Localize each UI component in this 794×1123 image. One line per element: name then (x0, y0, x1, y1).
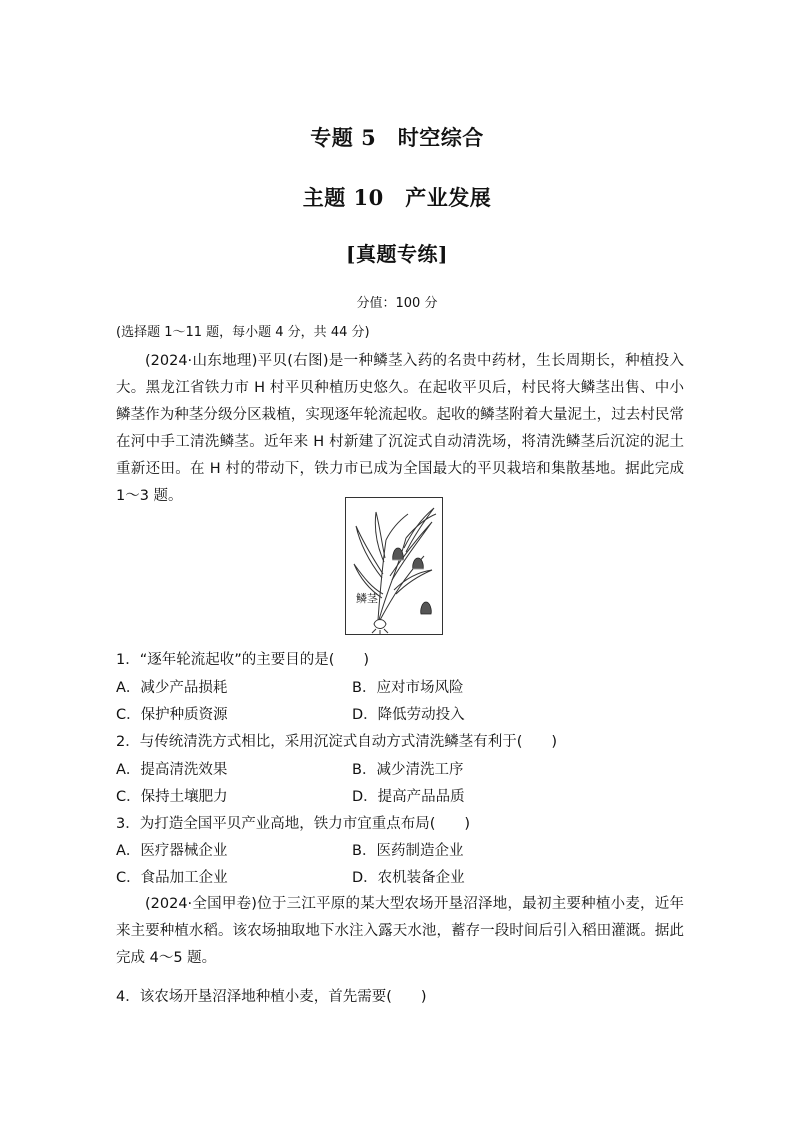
question-2-stem: 2．与传统清洗方式相比，采用沉淀式自动方式清洗鳞茎有利于( ) (116, 734, 558, 750)
bulb-label: 鳞茎 (356, 592, 378, 605)
question-1-option-d[interactable]: D．降低劳动投入 (352, 707, 465, 723)
topic-title: 专题 5 时空综合 (310, 125, 484, 150)
fritillaria-plant-icon (346, 498, 442, 634)
question-1-option-a[interactable]: A．减少产品损耗 (116, 680, 228, 696)
question-2-option-d[interactable]: D．提高产品品质 (352, 789, 465, 805)
question-2-option-a[interactable]: A．提高清洗效果 (116, 762, 228, 778)
question-1-option-b[interactable]: B．应对市场风险 (352, 680, 464, 696)
passage-1: (2024·山东地理)平贝(右图)是一种鳞茎入药的名贵中药材，生长周期长，种植投入大。黑龙江省铁力市 H 村平贝种植历史悠久。在起收平贝后，村民将大鳞茎出售、中小鳞茎作为种茎分级分区栽植，实现逐年轮流起收。起收的鳞茎附着大量泥土，过去村民常在河中手工清洗鳞茎。近年来 H 村新建了沉淀式自动清洗场，将清洗鳞茎后沉淀的泥土重新还田。在 H 村的带动下，铁力市已成为全国最大的平贝栽培和集散基地。据此完成 1～3 题。 (116, 353, 684, 504)
question-1-option-c[interactable]: C．保护种质资源 (116, 707, 228, 723)
question-4-stem: 4．该农场开垦沼泽地种植小麦，首先需要( ) (116, 989, 427, 1005)
section-title: [真题专练] (346, 242, 448, 266)
question-2-option-c[interactable]: C．保持土壤肥力 (116, 789, 228, 805)
question-3-option-b[interactable]: B．医药制造企业 (352, 843, 464, 859)
passage-2: (2024·全国甲卷)位于三江平原的某大型农场开垦沼泽地，最初主要种植小麦，近年来主要种植水稻。该农场抽取地下水注入露天水池，蓄存一段时间后引入稻田灌溉。据此完成 4～5 题。 (116, 896, 684, 966)
score-line: 分值：100 分 (356, 296, 438, 311)
question-3-option-c[interactable]: C．食品加工企业 (116, 870, 228, 886)
theme-title: 主题 10 产业发展 (302, 185, 492, 210)
question-3-option-a[interactable]: A．医疗器械企业 (116, 843, 228, 859)
instruction-note: (选择题 1～11 题，每小题 4 分，共 44 分) (116, 325, 370, 340)
question-2-option-b[interactable]: B．减少清洗工序 (352, 762, 464, 778)
question-3-option-d[interactable]: D．农机装备企业 (352, 870, 465, 886)
plant-figure (345, 497, 443, 635)
question-1-stem: 1．“逐年轮流起收”的主要目的是( ) (116, 652, 370, 668)
question-3-stem: 3．为打造全国平贝产业高地，铁力市宜重点布局( ) (116, 816, 471, 832)
